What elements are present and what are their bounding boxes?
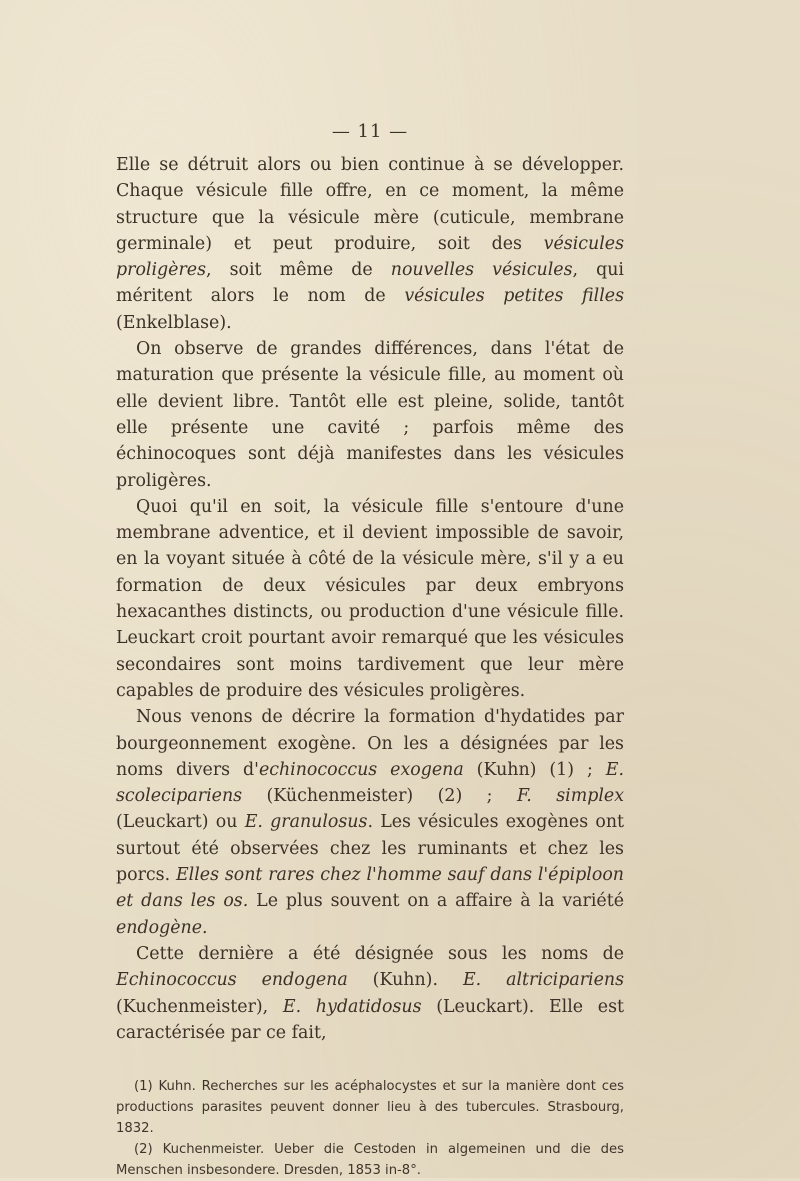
- italic-phrase: nouvelles vésicules: [390, 260, 573, 281]
- text-run: Le plus souvent on a affaire à la variété: [248, 891, 624, 912]
- text-run: Elle se détruit alors ou bien continue à se développer. Chaque vésicule fille offre, en ce moment, la même structure que la vésicule mère (cuticule, membrane germinale) et peut produire, soit des: [116, 155, 624, 254]
- text-run: Cette dernière a été désignée sous les noms de: [136, 943, 624, 964]
- paragraph-5: [116, 941, 624, 1046]
- text-run: (Leuckart) ou: [116, 812, 245, 833]
- text-run: On observe de grandes différences, dans l'état de maturation que présente la vésicule fille, au moment où elle devient libre. Tantôt elle est pleine, solide, tantôt elle présente une cavité ; parfois même des échinocoques sont déjà manifestes dans les vésicules proligères.: [116, 339, 624, 491]
- text-run: Nous venons de décrire la formation d'hydatides par bourgeonnement exogène. On les a désignées par les noms divers d': [116, 707, 624, 780]
- paragraph-2: [116, 336, 624, 494]
- paragraph-4: [116, 704, 624, 941]
- text-run: (Leuckart). Elle est caractérisée par ce fait,: [116, 996, 624, 1043]
- page-number-header: — 11 —: [331, 121, 409, 142]
- text-run: (Küchenmeister) (2) ;: [242, 786, 517, 807]
- footnote-2: (2) Kuchenmeister. Ueber die Cestoden in algemeinen und die des Menschen insbesondere. Dresden, 1853 in-8°.: [116, 1142, 624, 1179]
- footnote-1: (1) Kuhn. Recherches sur les acéphalocystes et sur la manière dont ces productions parasites peuvent donner lieu à des tubercules. Strasbourg, 1832.: [116, 1079, 624, 1137]
- text-run: (Kuchenmeister),: [116, 996, 283, 1017]
- italic-phrase: vésicules petites filles: [404, 286, 624, 307]
- italic-phrase: Echinococcus endogena: [116, 970, 348, 991]
- paragraph-3: [116, 494, 624, 704]
- italic-phrase: endogène.: [116, 917, 208, 938]
- italic-phrase: F. simplex: [516, 786, 625, 807]
- italic-phrase: E. altricipariens: [462, 970, 624, 991]
- italic-phrase: Elles sont rares chez l'homme sauf dans l'épiploon et dans les os.: [116, 865, 624, 912]
- text-run: , soit même de: [206, 260, 391, 281]
- body-text: [116, 152, 624, 1046]
- italic-phrase: vésicules proligères: [116, 233, 624, 281]
- text-run: . Les vésicules exogènes ont surtout été observées chez les ruminants et chez les porcs.: [116, 812, 625, 886]
- italic-phrase: E. hydatidosus: [282, 996, 422, 1017]
- paragraph-1: [116, 152, 624, 336]
- text-run: (Kuhn).: [347, 970, 463, 991]
- italic-phrase: E. granulosus: [244, 812, 368, 833]
- italic-phrase: echinococcus exogena: [258, 759, 464, 780]
- text-run: Quoi qu'il en soit, la vésicule fille s'entoure d'une membrane adventice, et il devient impossible de savoir, en la voyant située à côté de la vésicule mère, s'il y a eu formation de deux vésicules par deux embryons hexacanthes distincts, ou production d'une vésicule fille. Leuckart croit pourtant avoir remarqué que les vésicules secondaires sont moins tardivement que leur mère capables de produire des vésicules proligères.: [116, 496, 624, 701]
- italic-phrase: E. scolecipariens: [116, 759, 625, 807]
- footnotes: [116, 1076, 624, 1181]
- text-run: , qui méritent alors le nom de: [116, 260, 624, 307]
- text-run: (Kuhn) (1) ;: [463, 759, 606, 780]
- text-run: (Enkelblase).: [116, 312, 232, 333]
- book-page: [116, 118, 624, 1181]
